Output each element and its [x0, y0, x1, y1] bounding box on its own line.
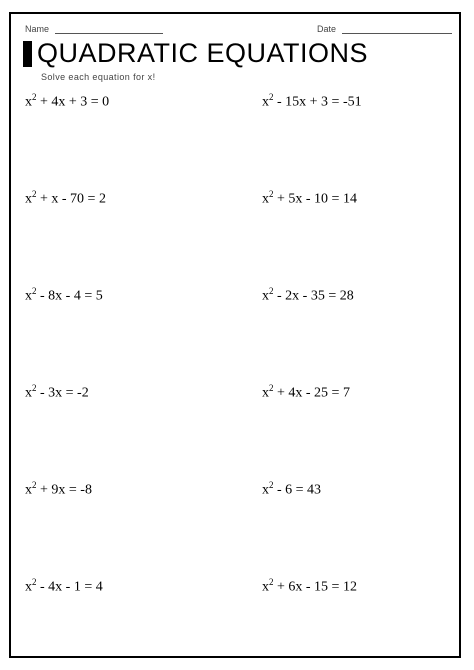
name-field[interactable] [25, 24, 163, 34]
equation-rest: - 3x = -2 [36, 385, 89, 401]
problem-5 [25, 286, 103, 305]
problem-3 [25, 189, 106, 208]
exponent: 2 [32, 577, 37, 587]
exponent: 2 [32, 286, 37, 296]
variable: x [25, 579, 32, 595]
problem-12 [262, 577, 357, 596]
exponent: 2 [269, 286, 274, 296]
title-marker [23, 41, 32, 67]
variable: x [262, 579, 269, 595]
problem-4 [262, 189, 357, 208]
title-row [23, 40, 368, 67]
exponent: 2 [269, 189, 274, 199]
variable: x [25, 288, 32, 304]
page-title: QUADRATIC EQUATIONS [37, 38, 369, 68]
variable: x [25, 482, 32, 498]
problem-8 [262, 383, 350, 402]
exponent: 2 [269, 480, 274, 490]
exponent: 2 [269, 92, 274, 102]
variable: x [262, 482, 269, 498]
equation-rest: + 4x - 25 = 7 [273, 385, 350, 401]
variable: x [262, 191, 269, 207]
equation-rest: - 2x - 35 = 28 [273, 288, 354, 304]
exponent: 2 [32, 480, 37, 490]
exponent: 2 [269, 577, 274, 587]
equation-rest: - 6 = 43 [273, 482, 322, 498]
variable: x [262, 288, 269, 304]
equation-rest: - 8x - 4 = 5 [36, 288, 103, 304]
equation-rest: + 9x = -8 [36, 482, 92, 498]
problem-11 [25, 577, 103, 596]
problem-9 [25, 480, 92, 499]
variable: x [262, 385, 269, 401]
variable: x [262, 94, 269, 110]
problem-10 [262, 480, 321, 499]
worksheet [9, 12, 461, 658]
variable: x [25, 191, 32, 207]
problem-6 [262, 286, 354, 305]
date-line[interactable] [342, 25, 452, 34]
variable: x [25, 385, 32, 401]
equation-rest: + x - 70 = 2 [36, 191, 106, 207]
problem-1 [25, 92, 109, 111]
date-field[interactable] [317, 24, 452, 34]
exponent: 2 [32, 383, 37, 393]
equation-rest: + 5x - 10 = 14 [273, 191, 357, 207]
equation-rest: - 4x - 1 = 4 [36, 579, 103, 595]
name-line[interactable] [55, 25, 163, 34]
exponent: 2 [32, 92, 37, 102]
instructions: Solve each equation for x! [41, 72, 156, 82]
problem-7 [25, 383, 89, 402]
exponent: 2 [269, 383, 274, 393]
exponent: 2 [32, 189, 37, 199]
variable: x [25, 94, 32, 110]
equation-rest: + 6x - 15 = 12 [273, 579, 357, 595]
name-label: Name [25, 24, 50, 34]
problem-2 [262, 92, 362, 111]
equation-rest: + 4x + 3 = 0 [36, 94, 110, 110]
date-label: Date [317, 24, 337, 34]
equation-rest: - 15x + 3 = -51 [273, 94, 362, 110]
